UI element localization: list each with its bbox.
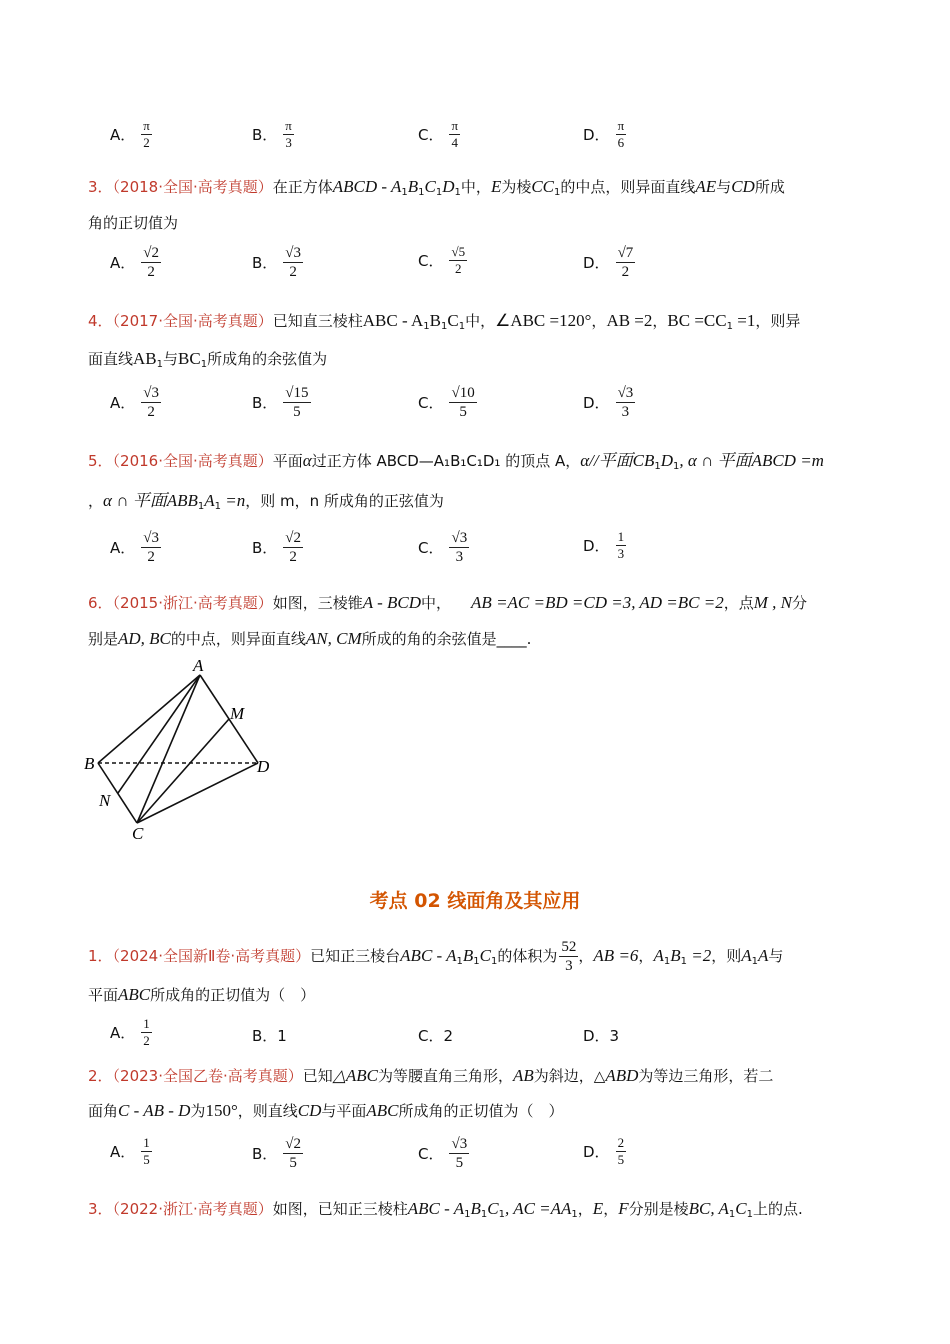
edge-AC <box>137 675 200 823</box>
option-d: D． $\frac{1}{3}$ <box>583 529 625 561</box>
option-c: C． $\frac{√10}{5}$ <box>418 385 475 420</box>
q3-options <box>110 244 850 288</box>
option-d: D． $\frac{2}{5}$ <box>583 1135 625 1167</box>
section-title: 考点 02 线面角及其应用 <box>369 890 581 912</box>
option-b: B． $\frac{√2}{2}$ <box>252 530 302 565</box>
edge-CM <box>137 719 229 823</box>
q4-options <box>110 384 850 428</box>
option-c: C． $\frac{√5}{2}$ <box>418 244 466 276</box>
q4-line2: 面直线$AB_1$与$BC_1$所成角的余弦值为 <box>88 349 328 370</box>
option-c: C． $\frac{√3}{3}$ <box>418 530 468 565</box>
q5-line1: 5．（2016·全国·高考真题）平面α过正方体 ABCD—A₁B₁C₁D₁ 的顶点 A，α//平面$CB_1D_1$, α ∩ 平面ABCD =m <box>88 451 824 472</box>
option-b: B．1 <box>252 1027 287 1045</box>
s2q1-line2: 平面ABC所成角的正切值为（ ） <box>88 985 316 1004</box>
q4-line1: 4．（2017·全国·高考真题）已知直三棱柱ABC - $A_1B_1C_1$中，∠ABC =120°，AB =2，BC $=CC_1 =1$，则异 <box>88 311 801 332</box>
tetrahedron-figure <box>80 655 290 845</box>
option-b: B． $\frac{√15}{5}$ <box>252 385 309 420</box>
option-a: A． $\frac{1}{2}$ <box>110 1016 150 1048</box>
option-d: D．3 <box>583 1027 620 1045</box>
option-d: D． $\frac{\pi}{6}$ <box>583 118 625 150</box>
option-a: A． $\frac{√3}{2}$ <box>110 530 159 565</box>
q5-options <box>110 529 850 573</box>
option-c: C．2 <box>418 1027 454 1045</box>
label-B: B <box>84 754 95 773</box>
option-a: A． $\frac{√2}{2}$ <box>110 245 159 280</box>
s2q1-options <box>110 1016 850 1056</box>
option-c: C． $\frac{\pi}{4}$ <box>418 118 459 150</box>
s2q1-line1: 1．（2024·全国新Ⅱ卷·高考真题）已知正三棱台ABC - $A_1B_1C_1$的体积为 $\frac{52}{3}$ ，AB =6，$A_1B_1 =2$，则$A_1A$与 <box>88 939 784 974</box>
option-c: C． $\frac{√3}{5}$ <box>418 1136 468 1171</box>
q3-line1: 3．（2018·全国·高考真题）在正方体ABCD - $A_1B_1C_1D_1$中，E为棱$CC_1$的中点，则异面直线AE与CD所成 <box>88 177 785 198</box>
s2q2-line2: 面角C - AB - D为150°，则直线CD与平面ABC所成角的正切值为（ ） <box>88 1101 564 1120</box>
edge-AN <box>118 675 200 793</box>
edge-CD <box>137 763 258 823</box>
option-b: B． $\frac{√3}{2}$ <box>252 245 302 280</box>
q6-line1: 6．（2015·浙江·高考真题）如图，三棱锥A - BCD中， AB =AC =BD =CD =3, AD =BC =2，点M , N分 <box>88 593 808 612</box>
label-A: A <box>193 656 204 675</box>
option-d: D． $\frac{√3}{3}$ <box>583 385 634 420</box>
option-d: D． $\frac{√7}{2}$ <box>583 245 634 280</box>
q3-line2: 角的正切值为 <box>88 214 179 232</box>
s2q2-line1: 2．（2023·全国乙卷·高考真题）已知△ABC为等腰直角三角形，AB为斜边，△ABD为等边三角形，若二 <box>88 1066 774 1085</box>
option-b: B． $\frac{\pi}{3}$ <box>252 118 292 150</box>
option-a: A． $\frac{√3}{2}$ <box>110 385 159 420</box>
label-M: M <box>230 704 245 723</box>
label-D: D <box>257 757 270 776</box>
label-N: N <box>99 791 111 810</box>
s2q3-line1: 3．（2022·浙江·高考真题）如图，已知正三棱柱ABC - $A_1B_1C_1$, AC $=AA_1$，E，F分别是棱BC, $A_1C_1$上的点. <box>88 1199 803 1220</box>
q5-line2: ，α ∩ 平面$ABB_1A_1 =n$，则 m，n 所成角的正弦值为 <box>88 491 444 512</box>
option-b: B． $\frac{√2}{5}$ <box>252 1136 302 1171</box>
label-C: C <box>132 824 144 843</box>
option-a: A． $\frac{\pi}{2}$ <box>110 118 150 150</box>
q6-line2: 别是AD, BC的中点，则异面直线AN, CM所成的角的余弦值是____. <box>88 629 532 648</box>
edge-AB <box>98 675 200 763</box>
s2q2-options <box>110 1135 850 1179</box>
prev-options <box>110 118 850 158</box>
option-a: A． $\frac{1}{5}$ <box>110 1135 150 1167</box>
